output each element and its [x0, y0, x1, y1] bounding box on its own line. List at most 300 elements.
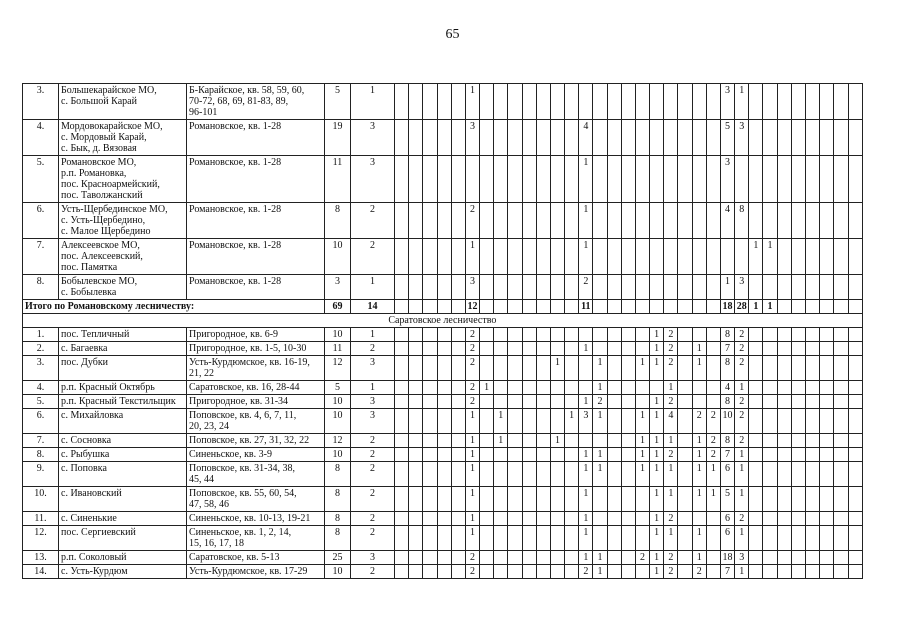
grid-cell: [621, 565, 635, 579]
table-row: [23, 328, 863, 342]
grid-cell: 4: [720, 381, 734, 395]
grid-cell: [820, 84, 834, 120]
row-number: 10.: [23, 487, 59, 512]
grid-cell: [706, 300, 720, 314]
grid-cell: [635, 512, 649, 526]
grid-cell: [451, 120, 465, 156]
grid-cell: [820, 551, 834, 565]
grid-cell: [437, 565, 451, 579]
grid-cell: [678, 156, 692, 203]
grid-cell: 1: [735, 448, 749, 462]
grid-cell: [763, 156, 777, 203]
grid-cell: [522, 328, 536, 342]
grid-cell: 11: [579, 300, 593, 314]
grid-cell: [820, 300, 834, 314]
grid-cell: [395, 156, 409, 203]
grid-cell: [706, 381, 720, 395]
grid-cell: [678, 462, 692, 487]
grid-cell: [607, 448, 621, 462]
grid-cell: [848, 300, 862, 314]
grid-cell: [508, 239, 522, 275]
grid-cell: [536, 356, 550, 381]
grid-cell: 2: [706, 434, 720, 448]
grid-cell: 1: [635, 434, 649, 448]
grid-cell: [763, 381, 777, 395]
grid-cell: 1: [579, 526, 593, 551]
grid-cell: [409, 120, 423, 156]
grid-cell: [579, 381, 593, 395]
grid-cell: [522, 275, 536, 300]
grid-cell: 4: [720, 203, 734, 239]
grid-cell: [848, 381, 862, 395]
grid-cell: [621, 434, 635, 448]
grid-cell: [664, 156, 678, 203]
grid-cell: [607, 275, 621, 300]
grid-cell: [706, 275, 720, 300]
grid-cell: 18: [720, 300, 734, 314]
grid-cell: [565, 487, 579, 512]
grid-cell: 1: [579, 156, 593, 203]
grid-cell: 1: [664, 462, 678, 487]
count-b: 2: [351, 487, 395, 512]
count-a: 10: [325, 395, 351, 409]
grid-cell: [508, 328, 522, 342]
grid-cell: [550, 120, 564, 156]
grid-cell: [848, 448, 862, 462]
grid-cell: [494, 356, 508, 381]
grid-cell: [550, 156, 564, 203]
grid-cell: [395, 551, 409, 565]
grid-cell: 1: [650, 526, 664, 551]
grid-cell: [395, 300, 409, 314]
table-row: [23, 356, 863, 381]
grid-cell: 1: [465, 462, 479, 487]
table-row: [23, 342, 863, 356]
grid-cell: 1: [494, 434, 508, 448]
grid-cell: [480, 395, 494, 409]
grid-cell: 1: [763, 300, 777, 314]
municipality: с. Сосновка: [59, 434, 187, 448]
grid-cell: [664, 120, 678, 156]
grid-cell: 1: [579, 448, 593, 462]
count-b: 3: [351, 409, 395, 434]
grid-cell: [395, 120, 409, 156]
count-a: 5: [325, 381, 351, 395]
grid-cell: [692, 395, 706, 409]
grid-cell: [395, 342, 409, 356]
grid-cell: [607, 565, 621, 579]
grid-cell: [664, 275, 678, 300]
grid-cell: [480, 551, 494, 565]
table-row: [23, 462, 863, 487]
grid-cell: [664, 239, 678, 275]
grid-cell: [536, 239, 550, 275]
grid-cell: [777, 120, 791, 156]
grid-cell: [508, 565, 522, 579]
grid-cell: [409, 565, 423, 579]
grid-cell: 1: [692, 342, 706, 356]
grid-cell: [508, 381, 522, 395]
grid-cell: [749, 356, 763, 381]
grid-cell: [522, 342, 536, 356]
table-row: [23, 409, 863, 434]
grid-cell: [621, 381, 635, 395]
grid-cell: 1: [593, 356, 607, 381]
grid-cell: [409, 328, 423, 342]
grid-cell: [650, 239, 664, 275]
grid-cell: 3: [465, 120, 479, 156]
count-b: 2: [351, 462, 395, 487]
row-number: 5.: [23, 156, 59, 203]
forest-quarters: Синеньское, кв. 10-13, 19-21: [187, 512, 325, 526]
total-count-a: 69: [325, 300, 351, 314]
grid-cell: [522, 448, 536, 462]
grid-cell: [607, 512, 621, 526]
grid-cell: 1: [579, 239, 593, 275]
grid-cell: 8: [720, 395, 734, 409]
grid-cell: [395, 328, 409, 342]
forest-quarters: Саратовское, кв. 5-13: [187, 551, 325, 565]
grid-cell: 1: [735, 462, 749, 487]
grid-cell: 2: [465, 356, 479, 381]
grid-cell: [749, 565, 763, 579]
grid-cell: 1: [650, 551, 664, 565]
grid-cell: 2: [664, 565, 678, 579]
grid-cell: [451, 565, 465, 579]
grid-cell: 1: [465, 448, 479, 462]
grid-cell: [664, 203, 678, 239]
grid-cell: 2: [579, 275, 593, 300]
grid-cell: [494, 300, 508, 314]
grid-cell: [749, 512, 763, 526]
grid-cell: [805, 120, 819, 156]
count-a: 8: [325, 462, 351, 487]
grid-cell: [834, 239, 848, 275]
count-a: 8: [325, 512, 351, 526]
grid-cell: [423, 448, 437, 462]
forest-quarters: Романовское, кв. 1-28: [187, 203, 325, 239]
grid-cell: [395, 203, 409, 239]
grid-cell: [451, 434, 465, 448]
grid-cell: 10: [720, 409, 734, 434]
grid-cell: [423, 512, 437, 526]
grid-cell: [777, 526, 791, 551]
grid-cell: 1: [465, 487, 479, 512]
grid-cell: [423, 487, 437, 512]
grid-cell: [848, 239, 862, 275]
grid-cell: [508, 275, 522, 300]
grid-cell: [409, 462, 423, 487]
grid-cell: [763, 395, 777, 409]
grid-cell: [593, 526, 607, 551]
grid-cell: 2: [692, 565, 706, 579]
grid-cell: [777, 239, 791, 275]
grid-cell: [777, 84, 791, 120]
grid-cell: [777, 565, 791, 579]
grid-cell: [692, 84, 706, 120]
grid-cell: [777, 328, 791, 342]
grid-cell: 1: [465, 512, 479, 526]
grid-cell: [536, 84, 550, 120]
grid-cell: [621, 120, 635, 156]
count-a: 12: [325, 434, 351, 448]
grid-cell: [749, 381, 763, 395]
grid-cell: 1: [650, 434, 664, 448]
grid-cell: [706, 526, 720, 551]
grid-cell: [536, 275, 550, 300]
grid-cell: [692, 328, 706, 342]
count-b: 3: [351, 356, 395, 381]
grid-cell: [409, 84, 423, 120]
grid-cell: [409, 203, 423, 239]
grid-cell: [635, 156, 649, 203]
grid-cell: [437, 448, 451, 462]
forest-quarters: Поповское, кв. 31-34, 38, 45, 44: [187, 462, 325, 487]
table-row: [23, 381, 863, 395]
count-a: 10: [325, 328, 351, 342]
grid-cell: 28: [735, 300, 749, 314]
grid-cell: 1: [579, 462, 593, 487]
count-b: 1: [351, 84, 395, 120]
grid-cell: 2: [706, 409, 720, 434]
grid-cell: [409, 434, 423, 448]
grid-cell: 2: [664, 356, 678, 381]
grid-cell: [494, 381, 508, 395]
grid-cell: [650, 203, 664, 239]
grid-cell: 2: [465, 551, 479, 565]
municipality: пос. Тепличный: [59, 328, 187, 342]
grid-cell: [607, 156, 621, 203]
grid-cell: 1: [579, 551, 593, 565]
grid-cell: [423, 342, 437, 356]
grid-cell: 1: [635, 462, 649, 487]
grid-cell: [664, 300, 678, 314]
grid-cell: 1: [664, 381, 678, 395]
grid-cell: [437, 156, 451, 203]
grid-cell: 2: [465, 565, 479, 579]
grid-cell: [635, 526, 649, 551]
grid-cell: [706, 565, 720, 579]
grid-cell: [480, 342, 494, 356]
grid-cell: [621, 203, 635, 239]
grid-cell: 1: [706, 487, 720, 512]
grid-cell: 1: [593, 409, 607, 434]
grid-cell: 2: [664, 512, 678, 526]
grid-cell: [777, 203, 791, 239]
municipality: пос. Сергиевский: [59, 526, 187, 551]
grid-cell: [791, 551, 805, 565]
grid-cell: 1: [735, 526, 749, 551]
grid-cell: [480, 300, 494, 314]
grid-cell: [508, 512, 522, 526]
grid-cell: [635, 328, 649, 342]
grid-cell: [607, 395, 621, 409]
grid-cell: 2: [664, 448, 678, 462]
grid-cell: [395, 487, 409, 512]
grid-cell: [635, 395, 649, 409]
grid-cell: [494, 448, 508, 462]
grid-cell: [834, 84, 848, 120]
grid-cell: [409, 356, 423, 381]
grid-cell: 1: [593, 448, 607, 462]
grid-cell: [522, 300, 536, 314]
grid-cell: 1: [650, 462, 664, 487]
grid-cell: 1: [692, 526, 706, 551]
grid-cell: [437, 395, 451, 409]
grid-cell: [720, 239, 734, 275]
grid-cell: [834, 434, 848, 448]
grid-cell: [848, 526, 862, 551]
grid-cell: 1: [650, 512, 664, 526]
municipality: р.п. Соколовый: [59, 551, 187, 565]
grid-cell: [480, 512, 494, 526]
grid-cell: [423, 565, 437, 579]
grid-cell: 2: [465, 328, 479, 342]
row-number: 11.: [23, 512, 59, 526]
grid-cell: [409, 526, 423, 551]
grid-cell: 1: [749, 239, 763, 275]
grid-cell: 1: [579, 395, 593, 409]
table-row: [23, 203, 863, 239]
grid-cell: [536, 300, 550, 314]
grid-cell: [749, 448, 763, 462]
grid-cell: [678, 328, 692, 342]
grid-cell: [565, 395, 579, 409]
grid-cell: [678, 512, 692, 526]
grid-cell: [749, 156, 763, 203]
grid-cell: [508, 409, 522, 434]
grid-cell: [749, 487, 763, 512]
grid-cell: [706, 342, 720, 356]
row-number: 5.: [23, 395, 59, 409]
grid-cell: [565, 356, 579, 381]
grid-cell: [550, 487, 564, 512]
grid-cell: [395, 84, 409, 120]
grid-cell: [536, 120, 550, 156]
grid-cell: 1: [650, 356, 664, 381]
grid-cell: [565, 381, 579, 395]
row-number: 13.: [23, 551, 59, 565]
grid-cell: [536, 434, 550, 448]
grid-cell: [834, 395, 848, 409]
grid-cell: [423, 239, 437, 275]
grid-cell: [536, 462, 550, 487]
grid-cell: [749, 551, 763, 565]
grid-cell: 2: [735, 409, 749, 434]
grid-cell: [508, 84, 522, 120]
grid-cell: 1: [650, 395, 664, 409]
grid-cell: [550, 239, 564, 275]
grid-cell: 1: [650, 565, 664, 579]
grid-cell: [494, 395, 508, 409]
grid-cell: 2: [635, 551, 649, 565]
row-number: 4.: [23, 120, 59, 156]
grid-cell: [409, 342, 423, 356]
grid-cell: [494, 203, 508, 239]
grid-cell: [550, 84, 564, 120]
grid-cell: [423, 526, 437, 551]
grid-cell: [848, 487, 862, 512]
grid-cell: [480, 526, 494, 551]
grid-cell: [678, 342, 692, 356]
grid-cell: 1: [692, 434, 706, 448]
grid-cell: [834, 448, 848, 462]
grid-cell: [437, 300, 451, 314]
grid-cell: 2: [579, 565, 593, 579]
grid-cell: [820, 448, 834, 462]
grid-cell: [706, 203, 720, 239]
row-number: 3.: [23, 356, 59, 381]
grid-cell: [494, 342, 508, 356]
count-b: 2: [351, 434, 395, 448]
grid-cell: [735, 156, 749, 203]
grid-cell: [423, 395, 437, 409]
municipality: р.п. Красный Текстильщик: [59, 395, 187, 409]
grid-cell: [494, 551, 508, 565]
grid-cell: [763, 565, 777, 579]
count-a: 12: [325, 356, 351, 381]
grid-cell: [480, 434, 494, 448]
count-b: 2: [351, 565, 395, 579]
grid-cell: [763, 551, 777, 565]
grid-cell: 2: [664, 342, 678, 356]
grid-cell: [820, 434, 834, 448]
grid-cell: [409, 275, 423, 300]
grid-cell: 18: [720, 551, 734, 565]
grid-cell: 3: [579, 409, 593, 434]
grid-cell: [635, 239, 649, 275]
count-b: 2: [351, 203, 395, 239]
grid-cell: [437, 409, 451, 434]
grid-cell: [848, 120, 862, 156]
grid-cell: [706, 551, 720, 565]
grid-cell: [678, 381, 692, 395]
grid-cell: 3: [735, 120, 749, 156]
grid-cell: [437, 203, 451, 239]
municipality: с. Усть-Курдюм: [59, 565, 187, 579]
forest-quarters: Романовское, кв. 1-28: [187, 156, 325, 203]
grid-cell: [607, 203, 621, 239]
grid-cell: [820, 239, 834, 275]
municipality: с. Рыбушка: [59, 448, 187, 462]
row-number: 7.: [23, 434, 59, 448]
grid-cell: 2: [706, 448, 720, 462]
grid-cell: [423, 156, 437, 203]
grid-cell: [692, 120, 706, 156]
grid-cell: [395, 565, 409, 579]
grid-cell: [607, 526, 621, 551]
table-row: [23, 512, 863, 526]
grid-cell: [451, 239, 465, 275]
grid-cell: [777, 275, 791, 300]
count-b: 3: [351, 551, 395, 565]
grid-cell: [635, 487, 649, 512]
grid-cell: 3: [735, 551, 749, 565]
grid-cell: [565, 84, 579, 120]
grid-cell: [593, 84, 607, 120]
grid-cell: [593, 203, 607, 239]
count-a: 8: [325, 487, 351, 512]
grid-cell: [565, 512, 579, 526]
grid-cell: 2: [735, 328, 749, 342]
count-a: 10: [325, 448, 351, 462]
grid-cell: [834, 512, 848, 526]
grid-cell: [848, 156, 862, 203]
grid-cell: [494, 328, 508, 342]
grid-cell: [451, 328, 465, 342]
grid-cell: [621, 395, 635, 409]
grid-cell: [805, 356, 819, 381]
